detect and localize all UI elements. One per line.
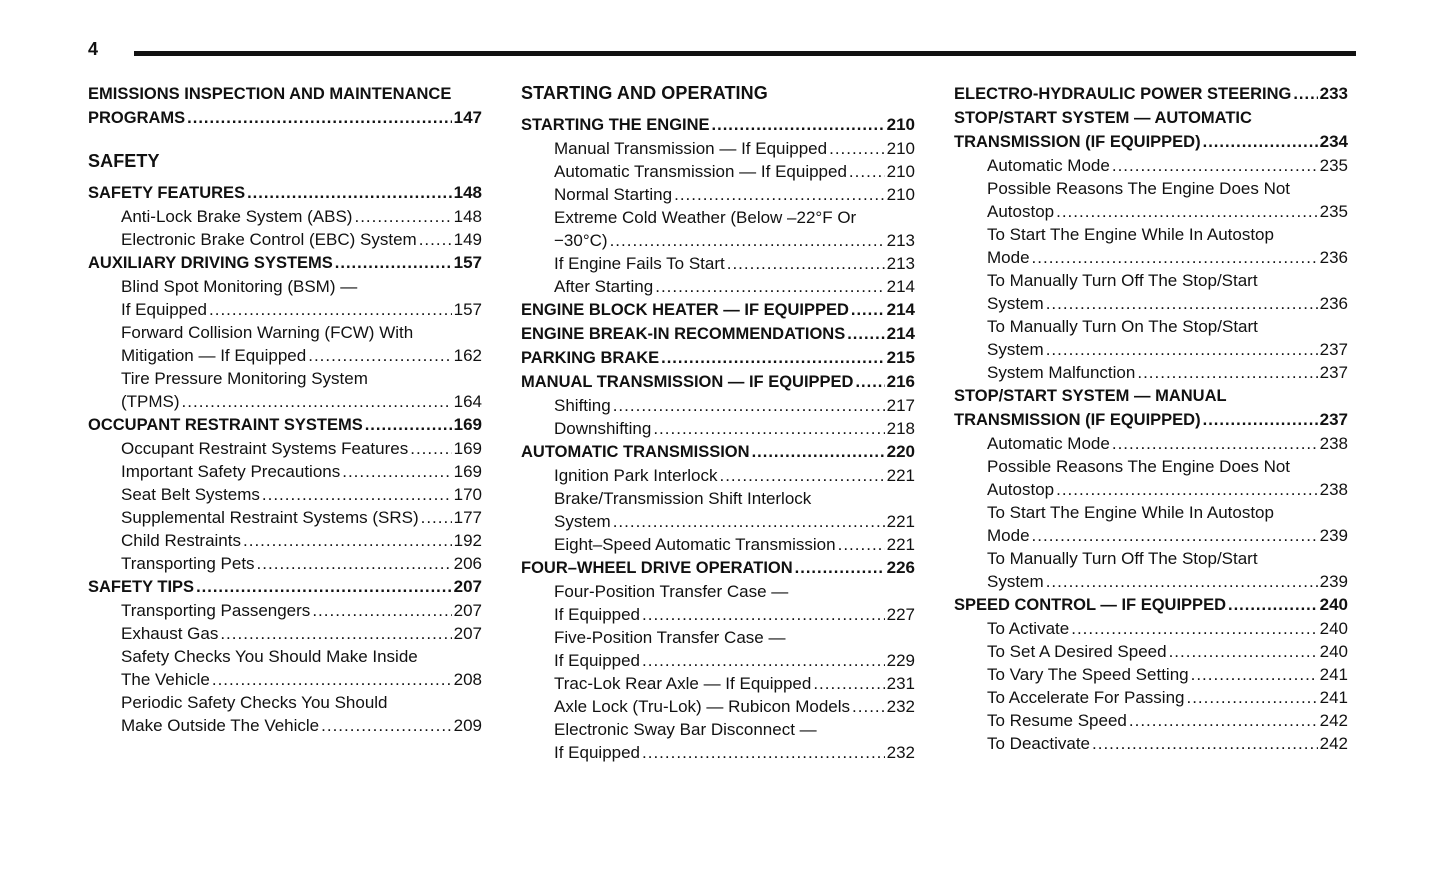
toc-entry-title: AUXILIARY DRIVING SYSTEMS	[88, 254, 333, 272]
toc-entry-stop-start-auto[interactable]	[954, 130, 1348, 154]
toc-entry-manual-reasons-line1[interactable]: Possible Reasons The Engine Does Not	[987, 457, 1291, 476]
toc-entry-title: Shifting	[554, 396, 611, 415]
dot-leader	[1112, 432, 1318, 455]
toc-page-number: 206	[453, 554, 482, 573]
toc-entry-tpms[interactable]	[88, 390, 482, 413]
toc-entry-title: If Engine Fails To Start	[554, 254, 725, 273]
dot-leader	[220, 622, 451, 645]
dot-leader	[212, 668, 452, 691]
toc-entry-occupant-restraint[interactable]	[88, 413, 482, 437]
toc-entry-checks-inside[interactable]	[88, 668, 482, 691]
dot-leader	[1228, 593, 1318, 617]
toc-entry-sway-bar-line1[interactable]: Electronic Sway Bar Disconnect —	[554, 720, 817, 739]
toc-entry-title: STARTING THE ENGINE	[521, 116, 710, 134]
dot-leader	[838, 533, 885, 556]
dot-leader	[1046, 292, 1318, 315]
toc-entry-auto-mode[interactable]	[954, 154, 1348, 177]
dot-leader	[196, 575, 452, 599]
toc-entry-trac-lok[interactable]	[521, 672, 915, 695]
toc-page-number: 207	[453, 577, 482, 596]
toc-entry-title: Supplemental Restraint Systems (SRS)	[121, 508, 419, 527]
toc-entry-auto-off[interactable]	[954, 292, 1348, 315]
toc-entry-deactivate[interactable]	[954, 732, 1348, 755]
toc-entry-child-restraints[interactable]	[88, 529, 482, 552]
toc-page-number: 148	[453, 183, 482, 202]
toc-page-number: 220	[886, 442, 915, 461]
toc-entry-emissions[interactable]	[88, 106, 482, 130]
toc-entry-title: OCCUPANT RESTRAINT SYSTEMS	[88, 416, 363, 434]
toc-page-number: 242	[1319, 711, 1348, 730]
dot-leader	[1046, 338, 1318, 361]
top-rule-divider	[134, 51, 1356, 56]
toc-entry-block-heater[interactable]	[521, 298, 915, 322]
toc-entry-four-wheel-drive[interactable]	[521, 556, 915, 580]
dot-leader	[642, 649, 885, 672]
toc-page-number: 164	[453, 392, 482, 411]
dot-leader	[1293, 82, 1317, 106]
toc-page-number: 207	[453, 624, 482, 643]
toc-entry-manual-trans[interactable]	[521, 137, 915, 160]
toc-entry-title: Mode	[987, 248, 1030, 267]
dot-leader	[187, 106, 451, 130]
toc-page-number: 162	[453, 346, 482, 365]
toc-page-number: 210	[886, 139, 915, 158]
toc-entry-title: Child Restraints	[121, 531, 241, 550]
toc-page-number: 235	[1319, 156, 1348, 175]
toc-entry-title: If Equipped	[554, 605, 641, 624]
toc-entry-title: Downshifting	[554, 419, 652, 438]
toc-entry-title: If Equipped	[121, 300, 208, 319]
dot-leader	[613, 510, 885, 533]
toc-entry-title: −30°C)	[554, 231, 608, 250]
dot-leader	[752, 440, 885, 464]
toc-entry-brake-interlock-line1[interactable]: Brake/Transmission Shift Interlock	[554, 489, 812, 508]
toc-page-number: 169	[453, 415, 482, 434]
toc-entry-auto-start-line1[interactable]: To Start The Engine While In Autostop	[987, 225, 1274, 244]
toc-entry-title: If Equipped	[554, 651, 641, 670]
toc-entry-title: Automatic Transmission — If Equipped	[554, 162, 847, 181]
dot-leader	[1056, 478, 1318, 501]
toc-page-number: 214	[886, 300, 915, 319]
toc-entry-fcw[interactable]	[88, 344, 482, 367]
toc-entry-title: Axle Lock (Tru-Lok) — Rubicon Models	[554, 697, 851, 716]
toc-entry-speed-control[interactable]	[954, 593, 1348, 617]
toc-entry-title: To Vary The Speed Setting	[987, 665, 1189, 684]
dot-leader	[855, 370, 884, 394]
toc-page-number: 170	[453, 485, 482, 504]
toc-entry-manual-transmission[interactable]	[521, 370, 915, 394]
dot-leader	[1032, 246, 1318, 269]
toc-entry-stop-start-manual-line1[interactable]: STOP/START SYSTEM — MANUAL	[954, 387, 1227, 405]
toc-entry-title: Exhaust Gas	[121, 624, 219, 643]
toc-entry-title: Ignition Park Interlock	[554, 466, 718, 485]
toc-page-number: 147	[453, 108, 482, 127]
dot-leader	[661, 346, 885, 370]
dot-leader	[243, 529, 452, 552]
toc-page-number: 227	[886, 605, 915, 624]
toc-entry-checks-outside-line1[interactable]: Periodic Safety Checks You Should	[121, 693, 388, 712]
toc-entry-parking-brake[interactable]	[521, 346, 915, 370]
toc-entry-activate[interactable]	[954, 617, 1348, 640]
dot-leader	[1032, 524, 1318, 547]
toc-entry-title: System	[987, 572, 1044, 591]
toc-entry-auto-reasons[interactable]	[954, 200, 1348, 223]
toc-page-number: 209	[453, 716, 482, 735]
toc-entry-auto-malfunction[interactable]	[954, 361, 1348, 384]
toc-page-number: 239	[1319, 526, 1348, 545]
toc-entry-manual-start[interactable]	[954, 524, 1348, 547]
dot-leader	[642, 603, 885, 626]
toc-entry-title: Electronic Brake Control (EBC) System	[121, 230, 417, 249]
toc-entry-title: Normal Starting	[554, 185, 673, 204]
toc-entry-pets[interactable]	[88, 552, 482, 575]
toc-page-number: 221	[886, 512, 915, 531]
toc-entry-title: (TPMS)	[121, 392, 180, 411]
dot-leader	[674, 183, 885, 206]
toc-entry-seat-belt[interactable]	[88, 483, 482, 506]
dot-leader	[795, 556, 885, 580]
toc-entry-accelerate[interactable]	[954, 686, 1348, 709]
toc-entry-title: After Starting	[554, 277, 654, 296]
toc-entry-title: PROGRAMS	[88, 109, 186, 127]
dot-leader	[1112, 154, 1318, 177]
toc-page-number: 210	[886, 185, 915, 204]
toc-page-number: 157	[453, 300, 482, 319]
toc-entry-title: Seat Belt Systems	[121, 485, 260, 504]
toc-entry-manual-reasons[interactable]	[954, 478, 1348, 501]
toc-entry-auto-off-line1[interactable]: To Manually Turn Off The Stop/Start	[987, 271, 1258, 290]
toc-entry-title: If Equipped	[554, 743, 641, 762]
toc-page-number: 240	[1319, 619, 1348, 638]
toc-column-2	[521, 82, 915, 764]
toc-page-number: 234	[1319, 132, 1348, 151]
toc-entry-passengers[interactable]	[88, 599, 482, 622]
toc-entry-checks-outside[interactable]	[88, 714, 482, 737]
dot-leader	[321, 714, 451, 737]
toc-page-number: 221	[886, 535, 915, 554]
toc-entry-title: Transporting Passengers	[121, 601, 311, 620]
toc-page-number: 207	[453, 601, 482, 620]
toc-entry-title: ENGINE BLOCK HEATER — IF EQUIPPED	[521, 301, 849, 319]
toc-entry-safety-tips[interactable]	[88, 575, 482, 599]
toc-entry-fails-start[interactable]	[521, 252, 915, 275]
toc-entry-checks-inside-line1[interactable]: Safety Checks You Should Make Inside	[121, 647, 418, 666]
toc-page-number: 157	[453, 253, 482, 272]
dot-leader	[354, 205, 451, 228]
toc-entry-title: Mitigation — If Equipped	[121, 346, 307, 365]
toc-entry-title: Automatic Mode	[987, 434, 1110, 453]
section-heading-starting: STARTING AND OPERATING	[521, 83, 768, 103]
toc-entry-srs[interactable]	[88, 506, 482, 529]
toc-page-number: 214	[886, 324, 915, 343]
dot-leader	[182, 390, 452, 413]
toc-entry-emissions-line1[interactable]: EMISSIONS INSPECTION AND MAINTENANCE	[88, 85, 452, 103]
toc-page-number: 237	[1319, 363, 1348, 382]
toc-entry-normal-starting[interactable]	[521, 183, 915, 206]
toc-entry-brake-interlock[interactable]	[521, 510, 915, 533]
toc-entry-title: Important Safety Precautions	[121, 462, 341, 481]
dot-leader	[719, 464, 884, 487]
dot-leader	[308, 344, 451, 367]
dot-leader	[419, 228, 452, 251]
toc-entry-safety-features[interactable]	[88, 181, 482, 205]
toc-page-number: 149	[453, 230, 482, 249]
toc-entry-four-position-line1[interactable]: Four-Position Transfer Case —	[554, 582, 789, 601]
toc-entry-title: To Accelerate For Passing	[987, 688, 1185, 707]
toc-entry-title: System	[987, 340, 1044, 359]
toc-column-1	[88, 82, 482, 737]
toc-entry-auto-trans[interactable]	[521, 160, 915, 183]
toc-entry-title: ENGINE BREAK-IN RECOMMENDATIONS	[521, 325, 846, 343]
dot-leader	[209, 298, 452, 321]
toc-page-number: 231	[886, 674, 915, 693]
toc-page-number: 236	[1319, 294, 1348, 313]
toc-page-number: 240	[1319, 595, 1348, 614]
toc-page-number: 210	[886, 115, 915, 134]
toc-entry-cold[interactable]	[521, 229, 915, 252]
toc-entry-exhaust[interactable]	[88, 622, 482, 645]
dot-leader	[262, 483, 452, 506]
toc-page-number: 213	[886, 254, 915, 273]
toc-entry-title: Occupant Restraint Systems Features	[121, 439, 409, 458]
dot-leader	[342, 460, 451, 483]
toc-entry-title: Trac-Lok Rear Axle — If Equipped	[554, 674, 812, 693]
toc-entry-break-in[interactable]	[521, 322, 915, 346]
toc-page-number: 237	[1319, 410, 1348, 429]
toc-entry-title: To Activate	[987, 619, 1070, 638]
toc-entry-title: MANUAL TRANSMISSION — IF EQUIPPED	[521, 373, 854, 391]
dot-leader	[410, 437, 451, 460]
dot-leader	[247, 181, 452, 205]
dot-leader	[610, 229, 885, 252]
dot-leader	[1071, 617, 1317, 640]
dot-leader	[257, 552, 452, 575]
dot-leader	[421, 506, 452, 529]
dot-leader	[1056, 200, 1318, 223]
dot-leader	[727, 252, 885, 275]
toc-page-number: 239	[1319, 572, 1348, 591]
toc-entry-title: Autostop	[987, 202, 1055, 221]
toc-entry-bsm-line1[interactable]: Blind Spot Monitoring (BSM) —	[121, 277, 358, 296]
toc-entry-title: To Set A Desired Speed	[987, 642, 1167, 661]
toc-entry-five-position[interactable]	[521, 649, 915, 672]
toc-entry-resume[interactable]	[954, 709, 1348, 732]
dot-leader	[712, 113, 885, 137]
toc-page-number: 236	[1319, 248, 1348, 267]
toc-entry-shifting[interactable]	[521, 394, 915, 417]
toc-entry-auto-start[interactable]	[954, 246, 1348, 269]
toc-entry-title: TRANSMISSION (IF EQUIPPED)	[954, 133, 1201, 151]
toc-entry-title: The Vehicle	[121, 670, 210, 689]
toc-entry-ignition-interlock[interactable]	[521, 464, 915, 487]
dot-leader	[312, 599, 451, 622]
dot-leader	[1046, 570, 1318, 593]
toc-page-number: 210	[886, 162, 915, 181]
toc-entry-auxiliary-driving[interactable]	[88, 251, 482, 275]
toc-entry-tpms-line1[interactable]: Tire Pressure Monitoring System	[121, 369, 368, 388]
dot-leader	[847, 322, 884, 346]
toc-entry-set-speed[interactable]	[954, 640, 1348, 663]
dot-leader	[642, 741, 885, 764]
dot-leader	[365, 413, 452, 437]
toc-entry-title: FOUR–WHEEL DRIVE OPERATION	[521, 559, 793, 577]
toc-page-number: 238	[1319, 434, 1348, 453]
toc-entry-title: SAFETY TIPS	[88, 578, 195, 596]
toc-page-number: 221	[886, 466, 915, 485]
dot-leader	[1129, 709, 1318, 732]
toc-page-number: 217	[886, 396, 915, 415]
toc-page-number: 242	[1319, 734, 1348, 753]
toc-entry-title: AUTOMATIC TRANSMISSION	[521, 443, 750, 461]
toc-page-number: 232	[886, 697, 915, 716]
toc-entry-cold-line1[interactable]: Extreme Cold Weather (Below –22°F Or	[554, 208, 857, 227]
toc-page-number: 232	[886, 743, 915, 762]
section-heading-safety: SAFETY	[88, 151, 160, 171]
toc-entry-axle-lock[interactable]	[521, 695, 915, 718]
toc-entry-title: To Resume Speed	[987, 711, 1127, 730]
toc-entry-vary-speed[interactable]	[954, 663, 1348, 686]
toc-entry-title: ELECTRO-HYDRAULIC POWER STEERING	[954, 85, 1292, 103]
toc-entry-title: SAFETY FEATURES	[88, 184, 246, 202]
toc-entry-stop-start-auto-line1[interactable]: STOP/START SYSTEM — AUTOMATIC	[954, 109, 1252, 127]
toc-entry-title: Anti-Lock Brake System (ABS)	[121, 207, 353, 226]
toc-page-number: 237	[1319, 340, 1348, 359]
toc-entry-title: Transporting Pets	[121, 554, 255, 573]
toc-page-number: 148	[453, 207, 482, 226]
dot-leader	[829, 137, 885, 160]
toc-entry-manual-off[interactable]	[954, 570, 1348, 593]
toc-page-number: 241	[1319, 688, 1348, 707]
toc-page-number: 208	[453, 670, 482, 689]
dot-leader	[813, 672, 884, 695]
toc-entry-stop-start-manual[interactable]	[954, 408, 1348, 432]
toc-entry-after-starting[interactable]	[521, 275, 915, 298]
toc-entry-manual-mode[interactable]	[954, 432, 1348, 455]
toc-entry-title: PARKING BRAKE	[521, 349, 660, 367]
toc-entry-abs[interactable]	[88, 205, 482, 228]
toc-page-number: 241	[1319, 665, 1348, 684]
toc-entry-ebc[interactable]	[88, 228, 482, 251]
toc-entry-bsm[interactable]	[88, 298, 482, 321]
toc-entry-auto-on[interactable]	[954, 338, 1348, 361]
dot-leader	[1169, 640, 1318, 663]
toc-page-number: 218	[886, 419, 915, 438]
toc-entry-title: System	[554, 512, 611, 531]
toc-entry-sway-bar[interactable]	[521, 741, 915, 764]
toc-entry-auto-on-line1[interactable]: To Manually Turn On The Stop/Start	[987, 317, 1258, 336]
toc-entry-title: Eight–Speed Automatic Transmission	[554, 535, 836, 554]
toc-page-number: 177	[453, 508, 482, 527]
toc-entry-title: System Malfunction	[987, 363, 1136, 382]
toc-page-number: 213	[886, 231, 915, 250]
dot-leader	[1186, 686, 1317, 709]
toc-column-3	[954, 82, 1348, 755]
dot-leader	[852, 695, 885, 718]
toc-page-number: 169	[453, 462, 482, 481]
toc-entry-title: SPEED CONTROL — IF EQUIPPED	[954, 596, 1226, 614]
toc-page-number: 229	[886, 651, 915, 670]
dot-leader	[851, 298, 885, 322]
toc-entry-title: To Deactivate	[987, 734, 1090, 753]
toc-entry-automatic-transmission[interactable]	[521, 440, 915, 464]
toc-entry-title: System	[987, 294, 1044, 313]
page-number: 4	[88, 39, 99, 59]
toc-entry-downshifting[interactable]	[521, 417, 915, 440]
toc-entry-five-position-line1[interactable]: Five-Position Transfer Case —	[554, 628, 786, 647]
toc-page-number: 235	[1319, 202, 1348, 221]
toc-page-number: 233	[1319, 84, 1348, 103]
toc-page-number: 169	[453, 439, 482, 458]
dot-leader	[335, 251, 452, 275]
toc-entry-title: Make Outside The Vehicle	[121, 716, 320, 735]
toc-page-number: 214	[886, 277, 915, 296]
dot-leader	[1137, 361, 1317, 384]
dot-leader	[655, 275, 884, 298]
toc-page-number: 226	[886, 558, 915, 577]
toc-entry-auto-reasons-line1[interactable]: Possible Reasons The Engine Does Not	[987, 179, 1291, 198]
toc-page-number: 215	[886, 348, 915, 367]
dot-leader	[1191, 663, 1318, 686]
dot-leader	[613, 394, 885, 417]
dot-leader	[1092, 732, 1318, 755]
toc-entry-eight-speed[interactable]	[521, 533, 915, 556]
dot-leader	[849, 160, 885, 183]
toc-entry-fcw-line1[interactable]: Forward Collision Warning (FCW) With	[121, 323, 414, 342]
toc-entry-title: TRANSMISSION (IF EQUIPPED)	[954, 411, 1201, 429]
toc-entry-title: Manual Transmission — If Equipped	[554, 139, 828, 158]
toc-page-number: 216	[886, 372, 915, 391]
toc-entry-title: Autostop	[987, 480, 1055, 499]
toc-entry-four-position[interactable]	[521, 603, 915, 626]
toc-entry-power-steering[interactable]	[954, 82, 1348, 106]
toc-entry-safety-precautions[interactable]	[88, 460, 482, 483]
toc-page-number: 238	[1319, 480, 1348, 499]
toc-entry-ors-features[interactable]	[88, 437, 482, 460]
toc-entry-title: Mode	[987, 526, 1030, 545]
toc-entry-title: Automatic Mode	[987, 156, 1110, 175]
dot-leader	[1203, 408, 1318, 432]
toc-entry-starting-engine[interactable]	[521, 113, 915, 137]
dot-leader	[653, 417, 884, 440]
dot-leader	[1203, 130, 1318, 154]
toc-page-number: 240	[1319, 642, 1348, 661]
toc-page-number: 192	[453, 531, 482, 550]
toc-entry-manual-start-line1[interactable]: To Start The Engine While In Autostop	[987, 503, 1274, 522]
toc-entry-manual-off-line1[interactable]: To Manually Turn Off The Stop/Start	[987, 549, 1258, 568]
